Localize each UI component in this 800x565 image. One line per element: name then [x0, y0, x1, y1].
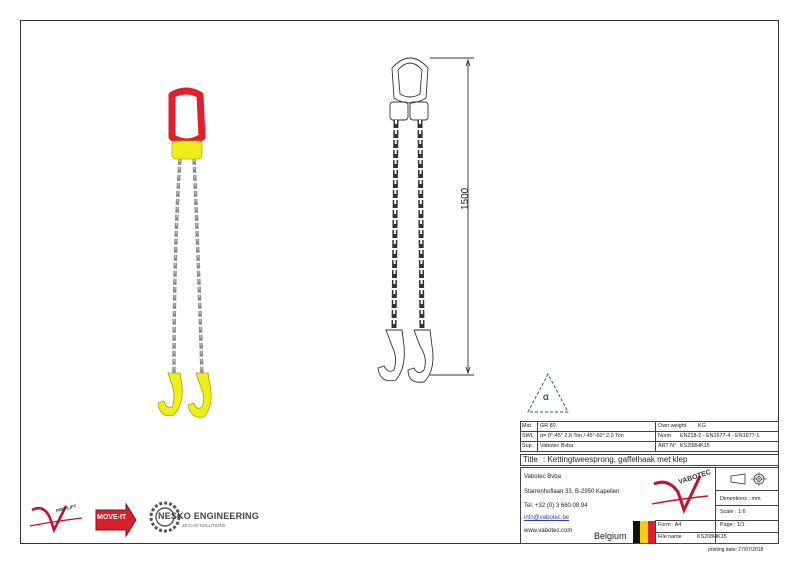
art-value: KS208HK15: [680, 443, 710, 449]
nesko-logo-sub: 3D CAD SOLUTIONS: [182, 523, 226, 528]
company-name: Vabotec Bvba: [524, 474, 561, 480]
company-address: Starrenhoflaan 33, B-2950 Kapellen: [524, 489, 620, 495]
company-email-link[interactable]: info@vabotec.be: [524, 515, 570, 521]
company-website-link[interactable]: www.vabotec.com: [524, 528, 573, 534]
dimensions-unit: Dimentions : mm: [720, 496, 761, 502]
form-size: Form : A4: [658, 522, 682, 528]
prolift-logo-text: PRO-LIFT: [55, 503, 77, 514]
mat-value: GR 80: [540, 423, 556, 429]
dimension-label: 1500: [460, 187, 471, 210]
art-label: ART N°: [658, 443, 677, 449]
vabotec-logo-text: VABOTEC: [677, 468, 712, 487]
weight-label: Own weight: [658, 423, 687, 429]
norm-value: EN218-2 - EN1677-4 - EN1677-1: [680, 433, 760, 439]
file-name-label: File name: [658, 534, 682, 540]
sup-label: Sup.: [522, 443, 534, 449]
company-phone: Tel. +32 (0) 3 660 08 94: [524, 503, 588, 509]
belgian-flag: [633, 521, 655, 543]
angle-symbol: α: [543, 392, 549, 403]
file-name-value: KS208HK15: [697, 534, 727, 540]
swl-label: SWL: [522, 433, 534, 439]
mat-label: Mat.: [522, 423, 533, 429]
nesko-logo-main: NESKO ENGINEERING: [158, 511, 259, 521]
sup-value: Vabotec Bvba: [540, 443, 574, 449]
chain-sling-line-drawing: [370, 40, 490, 390]
weight-value: KG: [698, 423, 706, 429]
scale: Scale : 1:6: [720, 509, 746, 515]
chain-sling-render: [150, 85, 240, 430]
title-label: Title: [523, 455, 538, 464]
norm-label: Norm: [658, 433, 672, 439]
printing-date: printing date: 27/07/2018: [708, 547, 764, 553]
page-number: Page : 1/1: [720, 522, 745, 528]
country-label: Belgium: [594, 531, 627, 541]
moveit-logo-text: MOVE-IT: [97, 514, 127, 521]
title-value: : Kettingtweesprong, gaffelhaak met klep: [543, 455, 688, 464]
projection-symbol-icon: [729, 472, 769, 486]
swl-value: α= 0°-45° 2,8 Ton / 45°-60° 2,0 Ton: [540, 433, 624, 439]
